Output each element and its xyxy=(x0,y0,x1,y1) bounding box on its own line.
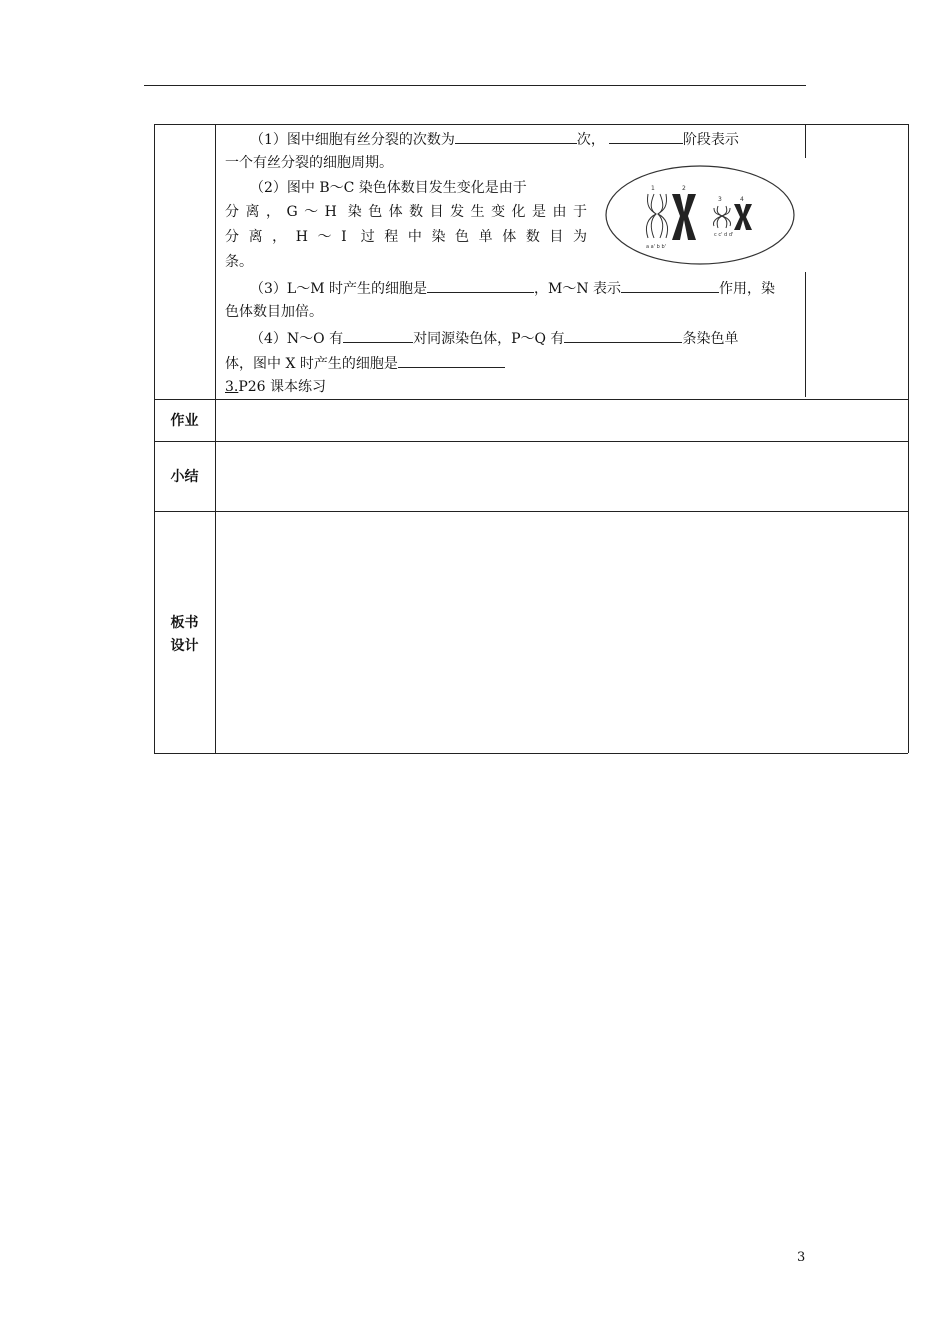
q1-blank-1 xyxy=(455,128,577,144)
row-divider-2 xyxy=(154,441,908,442)
q4-text-a: （4）N～O 有 xyxy=(250,331,344,347)
exercise-text: P26 课本练习 xyxy=(238,379,327,395)
chromosome-diagram xyxy=(604,164,796,266)
q2-line2: 分离，G～H 染色体数目发生变化是由于 xyxy=(225,204,587,220)
q1-text-c: 阶段表示 xyxy=(682,132,739,148)
q1-text-a: （1）图中细胞有丝分裂的次数为 xyxy=(250,132,455,148)
exercise-line xyxy=(225,377,326,397)
q4-blank-1 xyxy=(343,327,413,343)
board-design-label-1: 板书 xyxy=(170,615,199,631)
table-bottom-border xyxy=(154,753,908,754)
q4-blank-3 xyxy=(398,352,505,368)
diagram-label-2: 2 xyxy=(682,185,686,192)
diagram-label-1: 1 xyxy=(651,185,655,192)
homework-label: 作业 xyxy=(170,413,199,429)
lesson-table xyxy=(154,124,908,753)
diagram-labels-bottom-right: c c' d d' xyxy=(714,232,734,238)
q3-line1 xyxy=(250,277,775,299)
q3-line2: 色体数目加倍。 xyxy=(225,304,323,320)
content-inner-right-bottom xyxy=(805,272,806,397)
board-design-label-2: 设计 xyxy=(170,638,199,654)
exercise-number: 3. xyxy=(225,379,239,395)
q3-text-c: 作用，染 xyxy=(719,281,776,297)
q4-line1 xyxy=(250,327,738,349)
diagram-ellipse xyxy=(606,166,794,264)
row-divider-1 xyxy=(154,399,908,400)
q2-line4: 条。 xyxy=(225,254,253,270)
q1-text-b: 次， xyxy=(576,132,605,148)
q3-text-b: ，M～N 表示 xyxy=(534,281,622,297)
diagram-labels-bottom-left: a a' b b' xyxy=(646,244,666,250)
chromosome-4 xyxy=(734,204,752,230)
q4-text-c: 条染色单 xyxy=(682,331,739,347)
diagram-label-3: 3 xyxy=(718,196,722,203)
header-rule xyxy=(144,85,806,86)
q4-text-b: 对同源染色体，P～Q 有 xyxy=(413,331,565,347)
q2-line1: （2）图中 B～C 染色体数目发生变化是由于 xyxy=(250,180,527,196)
chromosome-3 xyxy=(713,206,730,228)
q1-line1 xyxy=(250,128,739,150)
q4-text-d: 体，图中 X 时产生的细胞是 xyxy=(225,356,398,372)
q3-blank-2 xyxy=(621,277,719,293)
diagram-label-4: 4 xyxy=(740,196,744,203)
table-right-border xyxy=(908,124,909,753)
q4-blank-2 xyxy=(564,327,682,343)
q1-blank-2 xyxy=(609,128,683,144)
q4-line2 xyxy=(225,352,505,374)
row-divider-3 xyxy=(154,511,908,512)
chromosome-2 xyxy=(672,194,696,240)
chromosome-1 xyxy=(646,194,667,238)
page-number: 3 xyxy=(797,1250,806,1265)
q1-line2: 一个有丝分裂的细胞周期。 xyxy=(225,155,393,171)
table-top-border xyxy=(154,124,908,125)
table-left-border xyxy=(154,124,155,753)
q3-blank-1 xyxy=(427,277,534,293)
q3-text-a: （3）L～M 时产生的细胞是 xyxy=(250,281,427,297)
content-inner-right-top xyxy=(805,124,806,158)
summary-label: 小结 xyxy=(170,469,199,485)
q2-line3: 分离，H～I 过程中染色单体数目为 xyxy=(225,229,587,245)
table-label-divider xyxy=(215,124,216,753)
